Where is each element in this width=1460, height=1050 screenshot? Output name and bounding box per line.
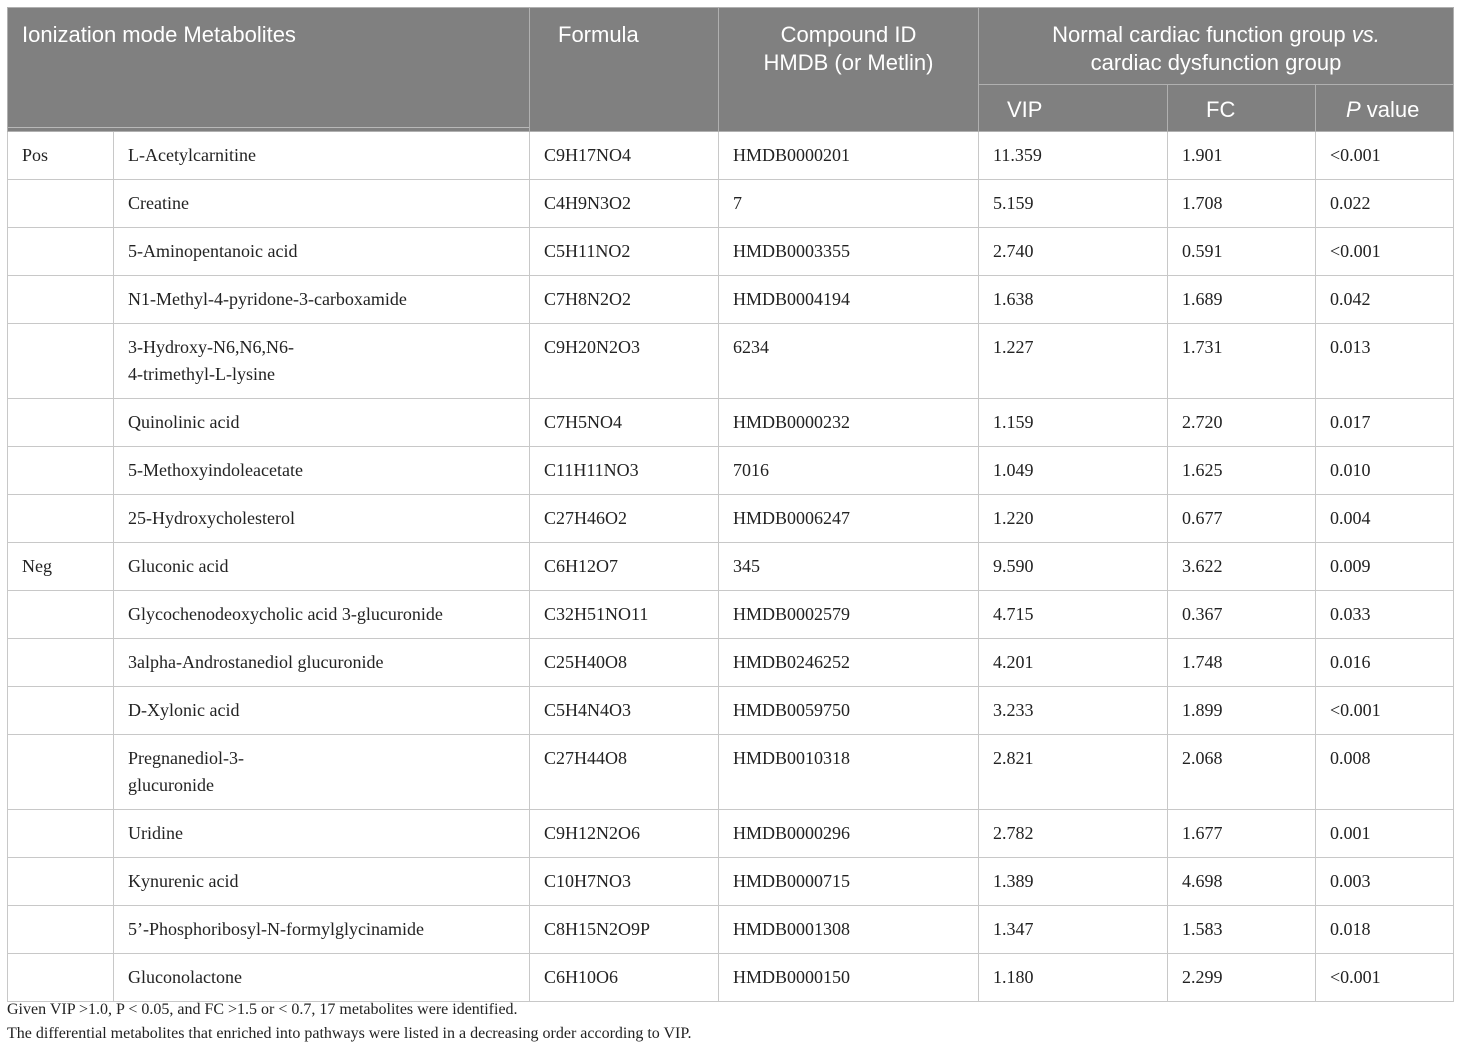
table-row [8,591,1454,639]
metabolite-name-line1: Pregnanediol-3- [128,748,244,768]
table-row [8,735,1454,810]
p-value-cell: 0.003 [1316,858,1454,906]
vip-cell: 1.638 [979,276,1168,324]
ionization-mode-cell [8,399,114,447]
table-row [8,228,1454,276]
vip-cell: 1.180 [979,954,1168,1002]
formula-cell: C7H8N2O2 [530,276,719,324]
fc-cell: 1.901 [1168,132,1316,180]
formula-cell: C5H11NO2 [530,228,719,276]
table-body [8,132,1454,1002]
p-value-cell: 0.008 [1316,735,1454,810]
table-row [8,276,1454,324]
fc-cell: 1.677 [1168,810,1316,858]
metabolites-table [7,7,1454,1002]
vip-cell: 4.201 [979,639,1168,687]
metabolite-name-cell [114,735,530,810]
vip-cell: 1.220 [979,495,1168,543]
fc-cell: 2.299 [1168,954,1316,1002]
header-formula: Formula [530,8,719,132]
metabolite-name-cell [114,324,530,399]
header-ionization-label: Ionization mode Metabolites [22,22,296,47]
header-fc: FC [1168,85,1316,132]
header-group-comparison [979,8,1454,85]
ionization-mode-cell [8,810,114,858]
ionization-mode-cell [8,276,114,324]
table-row [8,954,1454,1002]
p-value-cell: <0.001 [1316,954,1454,1002]
fc-cell: 1.748 [1168,639,1316,687]
ionization-mode-cell [8,906,114,954]
footnote-2: The differential metabolites that enriched into pathways were listed in a decreasing order according to VIP. [7,1025,692,1042]
metabolite-name-cell: N1-Methyl-4-pyridone-3-carboxamide [114,276,530,324]
metabolite-name-cell: Uridine [114,810,530,858]
fc-cell: 1.689 [1168,276,1316,324]
formula-cell: C9H17NO4 [530,132,719,180]
vip-cell: 1.347 [979,906,1168,954]
p-value-cell: 0.017 [1316,399,1454,447]
header-comparison-vs: vs. [1351,22,1380,47]
metabolite-name-line1: 3-Hydroxy-N6,N6,N6- [128,337,294,357]
formula-cell: C9H12N2O6 [530,810,719,858]
compound-id-cell: HMDB0059750 [719,687,979,735]
fc-cell: 0.677 [1168,495,1316,543]
table-row [8,180,1454,228]
p-value-cell: 0.033 [1316,591,1454,639]
formula-cell: C9H20N2O3 [530,324,719,399]
p-value-cell: 0.018 [1316,906,1454,954]
fc-cell: 1.899 [1168,687,1316,735]
fc-cell: 0.367 [1168,591,1316,639]
compound-id-cell: HMDB0000150 [719,954,979,1002]
formula-cell: C6H10O6 [530,954,719,1002]
metabolite-name-cell: 25-Hydroxycholesterol [114,495,530,543]
p-value-cell: <0.001 [1316,687,1454,735]
metabolite-name-cell: 3alpha-Androstanediol glucuronide [114,639,530,687]
p-value-cell: 0.016 [1316,639,1454,687]
p-value-cell: 0.042 [1316,276,1454,324]
p-value-cell: 0.009 [1316,543,1454,591]
ionization-mode-cell: Pos [8,132,114,180]
metabolite-name-cell: Kynurenic acid [114,858,530,906]
formula-cell: C10H7NO3 [530,858,719,906]
table-header [8,8,1454,132]
fc-cell: 2.720 [1168,399,1316,447]
compound-id-cell: HMDB0000296 [719,810,979,858]
ionization-mode-cell [8,954,114,1002]
ionization-mode-cell [8,591,114,639]
compound-id-cell: HMDB0010318 [719,735,979,810]
compound-id-cell: HMDB0003355 [719,228,979,276]
ionization-mode-cell [8,735,114,810]
table-footnotes [7,998,692,1046]
vip-cell: 3.233 [979,687,1168,735]
ionization-mode-cell [8,495,114,543]
vip-cell: 1.389 [979,858,1168,906]
compound-id-cell: 6234 [719,324,979,399]
header-comparison-line2: cardiac dysfunction group [1090,50,1342,75]
table-row [8,399,1454,447]
header-p-italic: P [1346,97,1361,122]
compound-id-cell: HMDB0004194 [719,276,979,324]
p-value-cell: 0.013 [1316,324,1454,399]
p-value-cell: 0.004 [1316,495,1454,543]
formula-cell: C25H40O8 [530,639,719,687]
metabolite-name-cell: 5-Methoxyindoleacetate [114,447,530,495]
compound-id-cell: HMDB0246252 [719,639,979,687]
header-p-value [1316,85,1454,132]
metabolite-name-cell: Quinolinic acid [114,399,530,447]
metabolite-name-cell: L-Acetylcarnitine [114,132,530,180]
header-ionization-metabolites [8,8,530,132]
formula-cell: C32H51NO11 [530,591,719,639]
fc-cell: 1.731 [1168,324,1316,399]
metabolite-name-cell: Gluconolactone [114,954,530,1002]
compound-id-cell: 7016 [719,447,979,495]
compound-id-cell: HMDB0002579 [719,591,979,639]
compound-id-cell: 7 [719,180,979,228]
formula-cell: C27H46O2 [530,495,719,543]
p-value-cell: 0.022 [1316,180,1454,228]
formula-cell: C8H15N2O9P [530,906,719,954]
table-row [8,687,1454,735]
ionization-mode-cell [8,447,114,495]
ionization-mode-cell [8,228,114,276]
compound-id-cell: HMDB0000201 [719,132,979,180]
formula-cell: C11H11NO3 [530,447,719,495]
compound-id-cell: HMDB0000715 [719,858,979,906]
header-comparison-line1 [979,21,1453,49]
metabolite-name-cell: D-Xylonic acid [114,687,530,735]
vip-cell: 2.821 [979,735,1168,810]
header-p-rest: value [1360,97,1420,122]
header-vip: VIP [979,85,1168,132]
fc-cell: 1.625 [1168,447,1316,495]
vip-cell: 1.227 [979,324,1168,399]
formula-cell: C27H44O8 [530,735,719,810]
metabolite-name-cell: Creatine [114,180,530,228]
ionization-mode-cell [8,858,114,906]
table-row [8,810,1454,858]
formula-cell: C5H4N4O3 [530,687,719,735]
metabolite-name-line2: 4-trimethyl-L-lysine [128,364,275,384]
formula-cell: C7H5NO4 [530,399,719,447]
compound-id-cell: HMDB0001308 [719,906,979,954]
table-row [8,906,1454,954]
ionization-mode-cell [8,180,114,228]
fc-cell: 4.698 [1168,858,1316,906]
ionization-mode-cell [8,687,114,735]
header-compound-id-line1: Compound ID [780,22,917,47]
vip-cell: 4.715 [979,591,1168,639]
table-container [7,7,1453,1002]
compound-id-cell: HMDB0006247 [719,495,979,543]
table-row [8,639,1454,687]
ionization-mode-cell: Neg [8,543,114,591]
vip-cell: 5.159 [979,180,1168,228]
metabolite-name-cell: 5-Aminopentanoic acid [114,228,530,276]
vip-cell: 1.159 [979,399,1168,447]
vip-cell: 1.049 [979,447,1168,495]
header-compound-id-line2: HMDB (or Metlin) [763,50,934,75]
header-comparison-text: Normal cardiac function group [1052,22,1352,47]
fc-cell: 2.068 [1168,735,1316,810]
table-row [8,495,1454,543]
formula-cell: C6H12O7 [530,543,719,591]
fc-cell: 1.708 [1168,180,1316,228]
footnote-1: Given VIP >1.0, P < 0.05, and FC >1.5 or < 0.7, 17 metabolites were identified. [7,1001,518,1018]
vip-cell: 11.359 [979,132,1168,180]
metabolite-name-cell: Gluconic acid [114,543,530,591]
vip-cell: 9.590 [979,543,1168,591]
metabolite-name-cell: 5’-Phosphoribosyl-N-formylglycinamide [114,906,530,954]
table-row [8,543,1454,591]
p-value-cell: 0.001 [1316,810,1454,858]
formula-cell: C4H9N3O2 [530,180,719,228]
compound-id-cell: HMDB0000232 [719,399,979,447]
header-underline [8,127,529,128]
ionization-mode-cell [8,639,114,687]
fc-cell: 1.583 [1168,906,1316,954]
fc-cell: 3.622 [1168,543,1316,591]
ionization-mode-cell [8,324,114,399]
table-row [8,132,1454,180]
p-value-cell: 0.010 [1316,447,1454,495]
p-value-cell: <0.001 [1316,132,1454,180]
metabolite-name-line2: glucuronide [128,775,214,795]
table-row [8,324,1454,399]
fc-cell: 0.591 [1168,228,1316,276]
p-value-cell: <0.001 [1316,228,1454,276]
table-row [8,447,1454,495]
vip-cell: 2.740 [979,228,1168,276]
table-row [8,858,1454,906]
vip-cell: 2.782 [979,810,1168,858]
header-compound-id [719,8,979,132]
compound-id-cell: 345 [719,543,979,591]
metabolite-name-cell: Glycochenodeoxycholic acid 3-glucuronide [114,591,530,639]
